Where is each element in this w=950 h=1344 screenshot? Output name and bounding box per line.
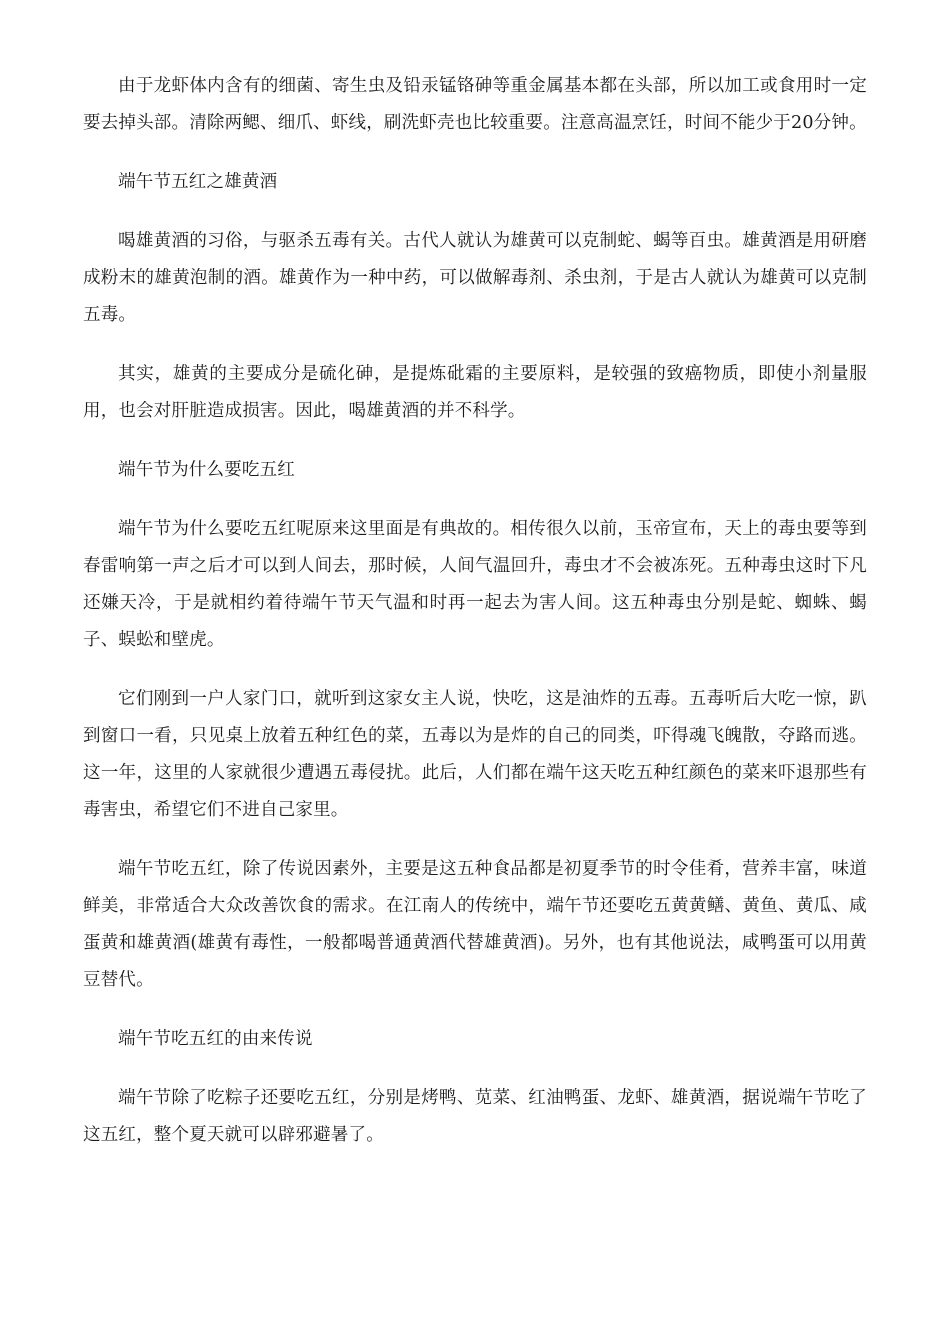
paragraph-five-reds-nutrition: 端午节吃五红，除了传说因素外，主要是这五种食品都是初夏季节的时令佳肴，营养丰富，味道鲜美，非常适合大众改善饮食的需求。在江南人的传统中，端午节还要吃五黄黄鳝、黄鱼、黄瓜、咸蛋黄和雄黄酒(雄黄有毒性，一般都喝普通黄酒代替雄黄酒)。另外，也有其他说法，咸鸭蛋可以用黄豆替代。: [83, 859, 867, 990]
paragraph-legend-part-2: 它们刚到一户人家门口，就听到这家女主人说，快吃，这是油炸的五毒。五毒听后大吃一惊，趴到窗口一看，只见桌上放着五种红色的菜，五毒以为是炸的自己的同类，吓得魂飞魄散，夺路而逃。这一年，这里的人家就很少遭遇五毒侵扰。此后，人们都在端午这天吃五种红颜色的菜来吓退那些有毒害虫，希望它们不进自己家里。: [83, 689, 867, 820]
paragraph-legend-part-1: 端午节为什么要吃五红呢原来这里面是有典故的。相传很久以前，玉帝宣布，天上的毒虫要等到春雷响第一声之后才可以到人间去，那时候，人间气温回升，毒虫才不会被冻死。五种毒虫这时下凡还嫌天冷，于是就相约着待端午节天气温和时再一起去为害人间。这五种毒虫分别是蛇、蜘蛛、蝎子、蜈蚣和壁虎。: [83, 519, 867, 650]
section-heading-why-five-reds: 端午节为什么要吃五红: [118, 460, 295, 480]
paragraph-five-reds-list: 端午节除了吃粽子还要吃五红，分别是烤鸭、苋菜、红油鸭蛋、龙虾、雄黄酒，据说端午节吃了这五红，整个夏天就可以辟邪避暑了。: [83, 1088, 867, 1145]
document-body: [83, 68, 867, 1176]
section-heading-five-reds-origin: 端午节吃五红的由来传说: [118, 1029, 313, 1049]
section-heading-realgar-wine: 端午节五红之雄黄酒: [118, 172, 278, 192]
paragraph-realgar-toxicity: 其实，雄黄的主要成分是硫化砷，是提炼砒霜的主要原料，是较强的致癌物质，即使小剂量服用，也会对肝脏造成损害。因此，喝雄黄酒的并不科学。: [83, 364, 867, 421]
paragraph-realgar-custom: 喝雄黄酒的习俗，与驱杀五毒有关。古代人就认为雄黄可以克制蛇、蝎等百虫。雄黄酒是用研磨成粉末的雄黄泡制的酒。雄黄作为一种中药，可以做解毒剂、杀虫剂，于是古人就认为雄黄可以克制五毒。: [83, 231, 867, 325]
paragraph-crayfish-cleaning: 由于龙虾体内含有的细菌、寄生虫及铅汞锰铬砷等重金属基本都在头部，所以加工或食用时一定要去掉头部。清除两鳃、细爪、虾线，刷洗虾壳也比较重要。注意高温烹饪，时间不能少于20分钟。: [83, 76, 867, 133]
